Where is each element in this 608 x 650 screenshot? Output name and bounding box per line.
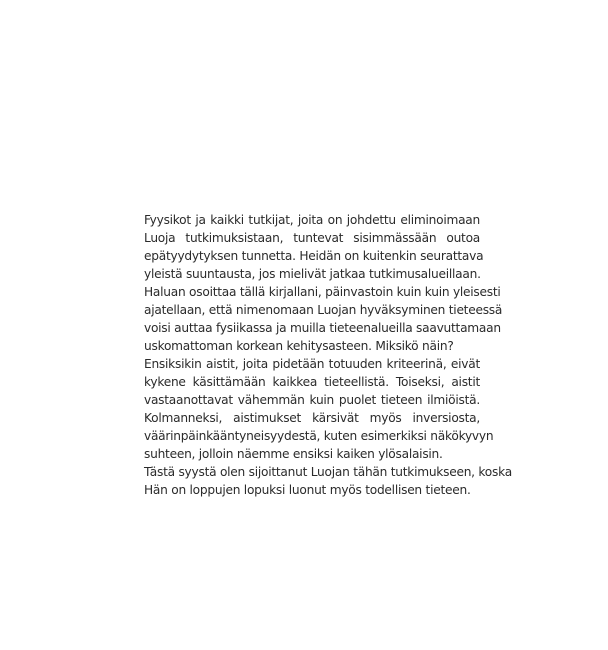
text-line: vastaanottavat vähemmän kuin puolet tieteen ilmiöistä. — [144, 393, 480, 407]
text-line: Kolmanneksi, aistimukset kärsivät myös inversiosta, — [144, 411, 480, 425]
text-line: Tästä syystä olen sijoittanut Luojan tähän tutkimukseen, koska — [144, 465, 512, 479]
text-line: väärinpäinkääntyneisyydestä, kuten esimerkiksi näkökyvyn — [144, 429, 494, 443]
text-line: Ensiksikin aistit, joita pidetään totuuden kriteerinä, eivät — [144, 357, 480, 371]
text-line: ajatellaan, että nimenomaan Luojan hyväksyminen tieteessä — [144, 303, 503, 317]
text-line: Fyysikot ja kaikki tutkijat, joita on johdettu eliminoimaan — [144, 213, 480, 227]
text-line: voisi auttaa fysiikassa ja muilla tieteenalueilla saavuttamaan — [144, 321, 501, 335]
text-line: kykene käsittämään kaikkea tieteellistä. Toiseksi, aistit — [144, 375, 480, 389]
text-line: Hän on loppujen lopuksi luonut myös todellisen tieteen. — [144, 483, 471, 497]
paragraph-4 — [144, 463, 512, 499]
text-line: suhteen, jolloin näemme ensiksi kaiken ylösalaisin. — [144, 447, 443, 461]
text-line: epätyydytyksen tunnetta. Heidän on kuitenkin seurattava — [144, 249, 484, 263]
text-line: uskomattoman korkean kehitysasteen. Miksikö näin? — [144, 339, 454, 353]
paragraph-2 — [144, 283, 503, 355]
body-text — [144, 211, 512, 499]
paragraph-3 — [144, 355, 494, 463]
paragraph-1 — [144, 211, 484, 283]
text-line: Haluan osoittaa tällä kirjallani, päinvastoin kuin kuin yleisesti — [144, 285, 501, 299]
text-line: Luoja tutkimuksistaan, tuntevat sisimmässään outoa — [144, 231, 480, 245]
text-line: yleistä suuntausta, jos mielivät jatkaa tutkimusalueillaan. — [144, 267, 481, 281]
